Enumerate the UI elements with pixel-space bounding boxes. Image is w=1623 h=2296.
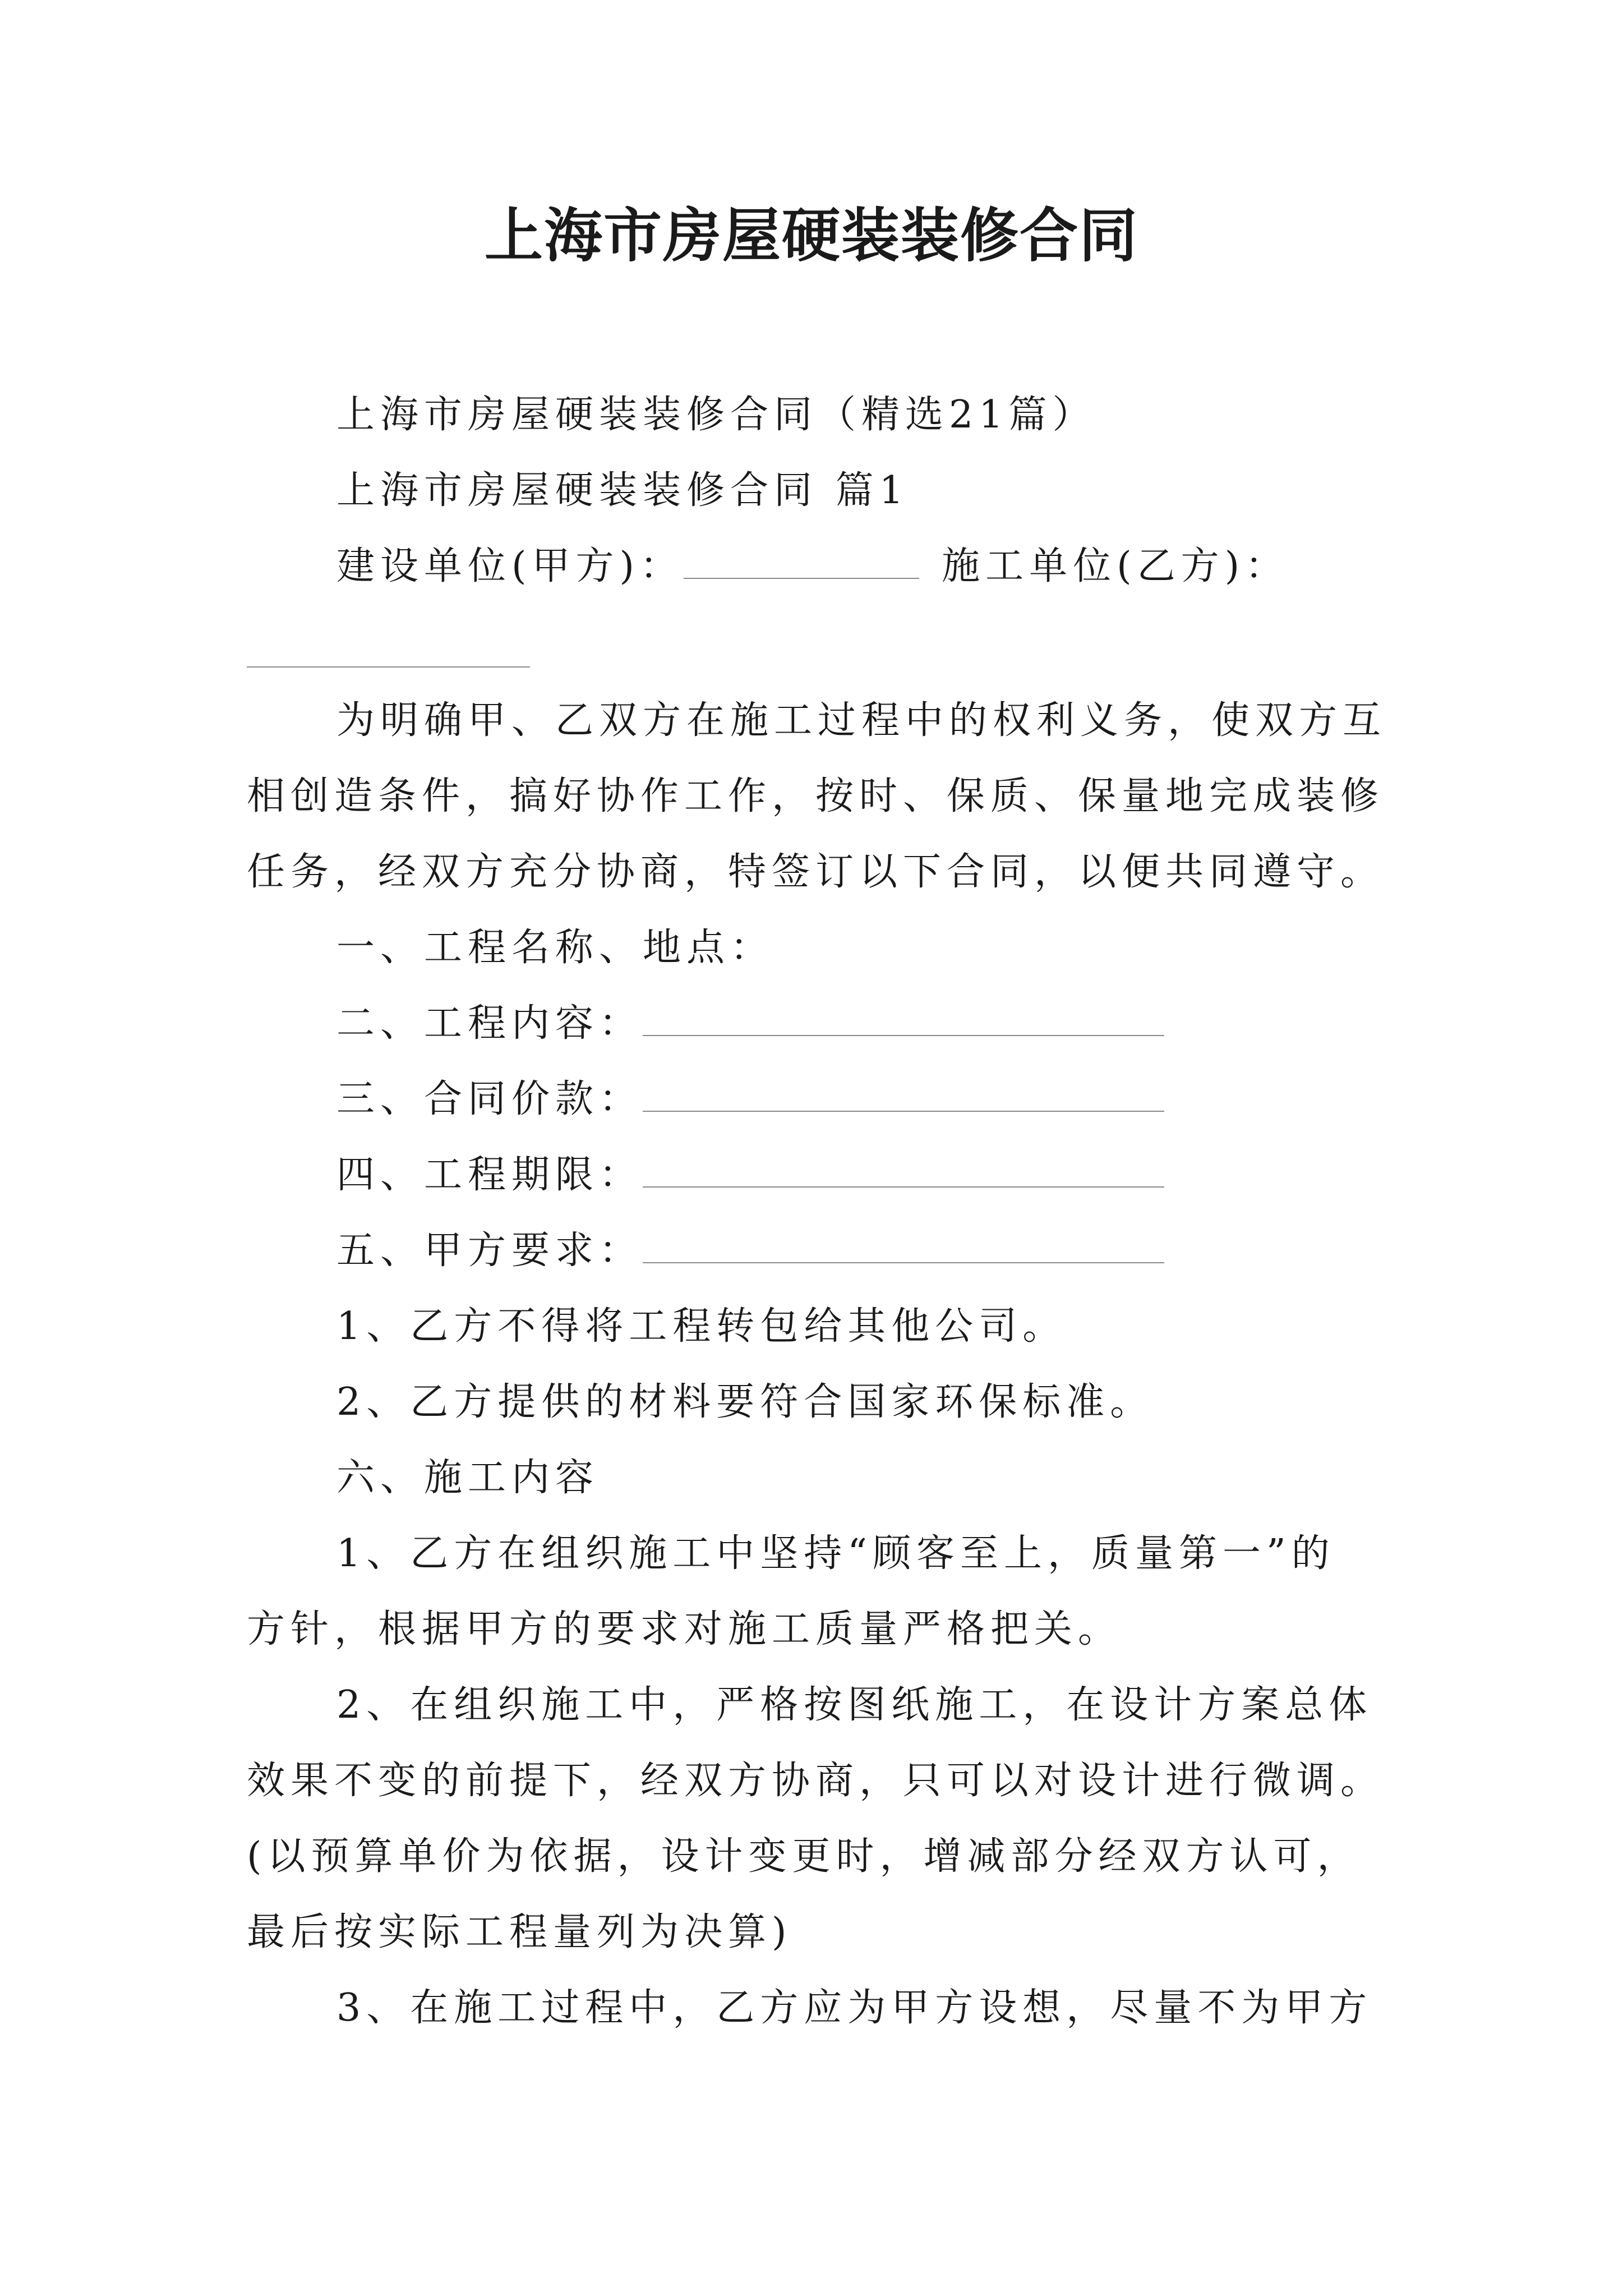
- construction-p2-line-4: 最后按实际工程量列为决算): [247, 1910, 792, 1954]
- clause-3-label: 三、合同价款：: [336, 1077, 643, 1121]
- intro-line-3: 任务，经双方充分协商，特签订以下合同，以便共同遵守。: [247, 850, 1385, 894]
- clause-5-blank: [643, 1227, 1164, 1263]
- clause-5-line: [336, 1223, 1164, 1279]
- clause-2-line: [336, 996, 1164, 1052]
- clause-3-line: [336, 1071, 1164, 1128]
- clause-2-label: 二、工程内容：: [336, 1001, 643, 1046]
- construction-p2-line-1: 2、在组织施工中，严格按图纸施工，在设计方案总体: [336, 1683, 1373, 1727]
- clause-1: 一、工程名称、地点：: [336, 926, 774, 970]
- clause-4-label: 四、工程期限：: [336, 1153, 643, 1197]
- party-a-blank: [684, 543, 919, 579]
- intro-line-2: 相创造条件，搞好协作工作，按时、保质、保量地完成装修: [247, 774, 1385, 818]
- party-a-label: 建设单位(甲方)：: [336, 544, 684, 588]
- document-title: 上海市房屋硬装装修合同: [484, 201, 1138, 270]
- clause-3-blank: [643, 1076, 1164, 1112]
- construction-p2-line-3: (以预算单价为依据，设计变更时，增减部分经双方认可，: [247, 1834, 1361, 1879]
- construction-p3-line-1: 3、在施工过程中，乙方应为甲方设想，尽量不为甲方: [336, 1986, 1373, 2030]
- construction-p2-line-2: 效果不变的前提下，经双方协商，只可以对设计进行微调。: [247, 1759, 1385, 1803]
- clause-2-blank: [643, 1000, 1164, 1036]
- clause-5-item-2: 2、乙方提供的材料要符合国家环保标准。: [336, 1380, 1154, 1424]
- section-heading: 上海市房屋硬装装修合同 篇1: [336, 468, 909, 513]
- clause-5-label: 五、甲方要求：: [336, 1228, 643, 1273]
- construction-p1-line-1: 1、乙方在组织施工中坚持“顾客至上，质量第一”的: [336, 1531, 1335, 1576]
- construction-p1-line-2: 方针，根据甲方的要求对施工质量严格把关。: [247, 1607, 1122, 1651]
- clause-6: 六、施工内容: [336, 1456, 600, 1500]
- clause-4-line: [336, 1147, 1164, 1203]
- intro-line-1: 为明确甲、乙双方在施工过程中的权利义务，使双方互: [336, 698, 1387, 743]
- document-subtitle: 上海市房屋硬装装修合同（精选21篇）: [336, 393, 1096, 437]
- clause-4-blank: [643, 1152, 1164, 1188]
- parties-line: [336, 539, 1289, 595]
- party-b-label: 施工单位(乙方)：: [942, 544, 1289, 588]
- clause-5-item-1: 1、乙方不得将工程转包给其他公司。: [336, 1304, 1067, 1349]
- party-b-blank: [247, 666, 530, 668]
